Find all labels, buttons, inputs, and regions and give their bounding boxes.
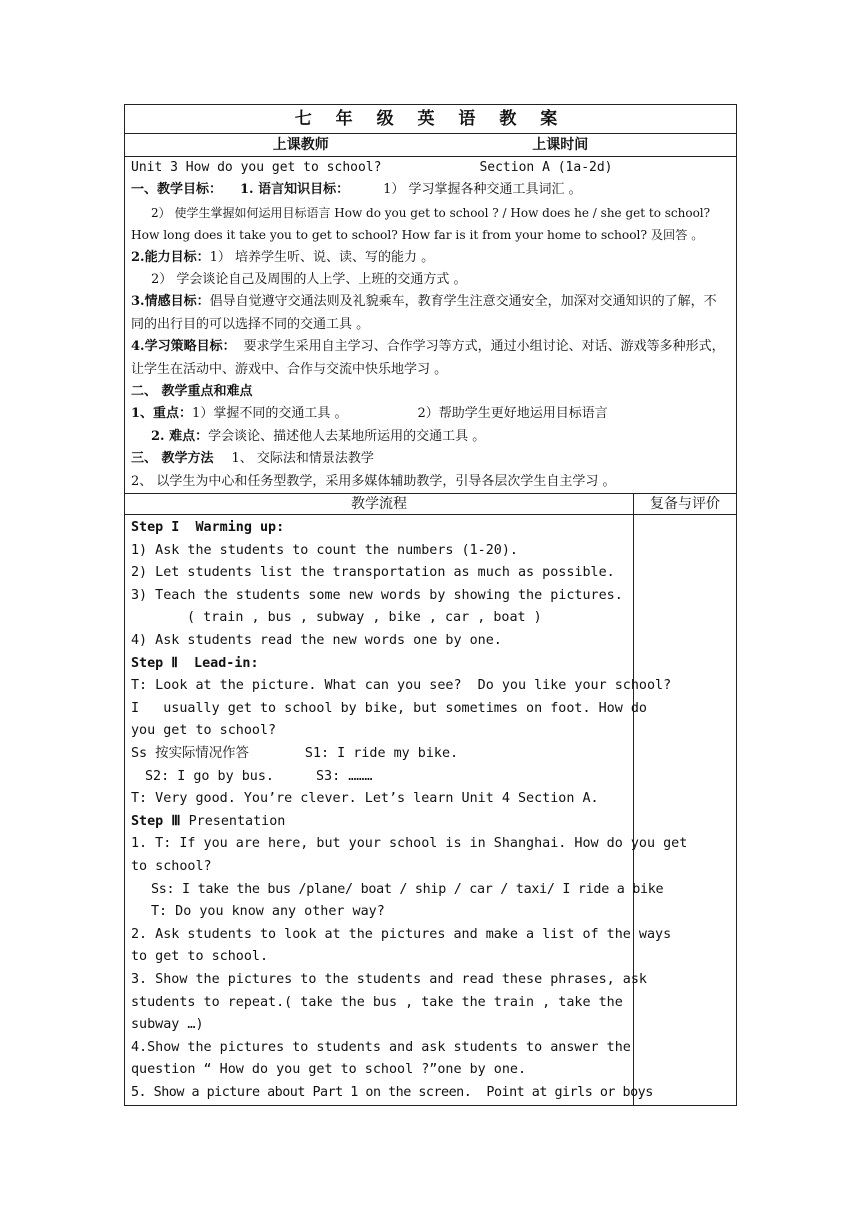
step2-line: T: Look at the picture. What can you see? Do you like your school?	[131, 678, 672, 694]
document-title: 七 年 级 英 语 教 案	[125, 105, 737, 134]
review-header: 复备与评价	[634, 494, 737, 515]
step1-item-words: ( train , bus , subway , bike , car , boat )	[187, 610, 542, 626]
objective-line-9: 让学生在活动中、游戏中、合作与交流中快乐地学习 。	[131, 361, 448, 377]
step2-line: T: Very good. You’re clever. Let’s learn Unit 4 Section A.	[131, 791, 599, 807]
step2-answer-line: S2: I go by bus. S3: ………	[145, 768, 373, 784]
step3-line: students to repeat.( take the bus , take the train , take the	[131, 994, 623, 1010]
objective-line-1: 一、教学目标： 1. 语言知识目标： 1） 学习掌握各种交通工具词汇 。	[131, 182, 582, 198]
step3-line: 1. T: If you are here, but your school is in Shanghai. How do you get	[131, 836, 688, 852]
step3-line: to get to school.	[131, 949, 269, 965]
step3-line: subway …)	[131, 1017, 204, 1033]
step2-line: I usually get to school by bike, but sometimes on foot. How do	[131, 700, 647, 716]
time-label: 上课时间	[532, 137, 589, 153]
objective-line-3: How long does it take you to get to school? How far is it from your home to school? 及回答 。	[131, 228, 704, 243]
step1-item: 4) Ask students read the new words one by one.	[131, 633, 502, 649]
step1-item: 2) Let students list the transportation as much as possible.	[131, 565, 615, 581]
objective-line-5: 2） 学会谈论自己及周围的人上学、上班的交通方式 。	[151, 272, 467, 288]
step2-title: Step Ⅱ Lead-in:	[131, 655, 259, 671]
step3-line: 5. Show a picture about Part 1 on the screen. Point at girls or boys	[131, 1084, 653, 1100]
step2-line: you get to school?	[131, 723, 277, 739]
process-header: 教学流程	[125, 494, 634, 515]
step3-line: T: Do you know any other way?	[151, 904, 385, 920]
review-column	[634, 515, 737, 1105]
step3-title: Step Ⅲ Presentation	[131, 813, 286, 829]
unit-section: Section A (1a-2d)	[479, 160, 613, 175]
objective-line-8: 4.学习策略目标： 要求学生采用自主学习、合作学习等方式，通过小组讨论、对话、游戏等多种形式，	[131, 339, 725, 355]
step3-line: 4.Show the pictures to students and ask students to answer the	[131, 1039, 631, 1055]
objective-line-6: 3.情感目标：倡导自觉遵守交通法则及礼貌乘车，教育学生注意交通安全，加深对交通知识的了解，不	[131, 294, 717, 310]
objectives-section	[125, 157, 737, 494]
step1-title: Step I Warming up:	[131, 520, 285, 536]
objective-line-4: 2.能力目标：1） 培养学生听、说、读、写的能力 。	[131, 249, 435, 265]
step2-answer-line: Ss 按实际情况作答 S1: I ride my bike.	[131, 746, 459, 762]
methods-heading-line: 三、 教学方法 1、 交际法和情景法教学	[131, 451, 374, 467]
step3-line: to school?	[131, 859, 212, 874]
step3-line: 2. Ask students to look at the pictures and make a list of the ways	[131, 926, 672, 942]
objective-line-2: 2） 使学生掌握如何运用目标语言 How do you get to school ? / How does he / she get to school?	[151, 205, 711, 220]
difficulty-line: 2. 难点：学会谈论、描述他人去某地所运用的交通工具 。	[151, 428, 486, 444]
teacher-label: 上课教师	[272, 137, 329, 153]
step3-line: Ss: I take the bus /plane/ boat / ship / car / taxi/ I ride a bike	[151, 881, 664, 897]
teaching-steps	[125, 515, 688, 1105]
step1-item: 3) Teach the students some new words by showing the pictures.	[131, 587, 623, 603]
objective-line-7: 同的出行目的可以选择不同的交通工具 。	[131, 316, 370, 332]
header-row	[125, 134, 737, 157]
methods-line-2: 2、 以学生为中心和任务型教学，采用多媒体辅助教学，引导各层次学生自主学习 。	[131, 473, 616, 489]
unit-title: Unit 3 How do you get to school?	[131, 160, 382, 175]
key-points-heading: 二、 教学重点和难点	[131, 384, 253, 400]
unit-line	[131, 157, 730, 179]
key-points-line: 1、重点：1）掌握不同的交通工具 。 2）帮助学生更好地运用目标语言	[131, 406, 608, 422]
step3-line: 3. Show the pictures to the students and read these phrases, ask	[131, 971, 647, 987]
step3-line: question “ How do you get to school ?”one by one.	[131, 1062, 527, 1078]
lesson-plan-table	[124, 104, 737, 1106]
step1-item: 1) Ask the students to count the numbers (1-20).	[131, 542, 518, 558]
